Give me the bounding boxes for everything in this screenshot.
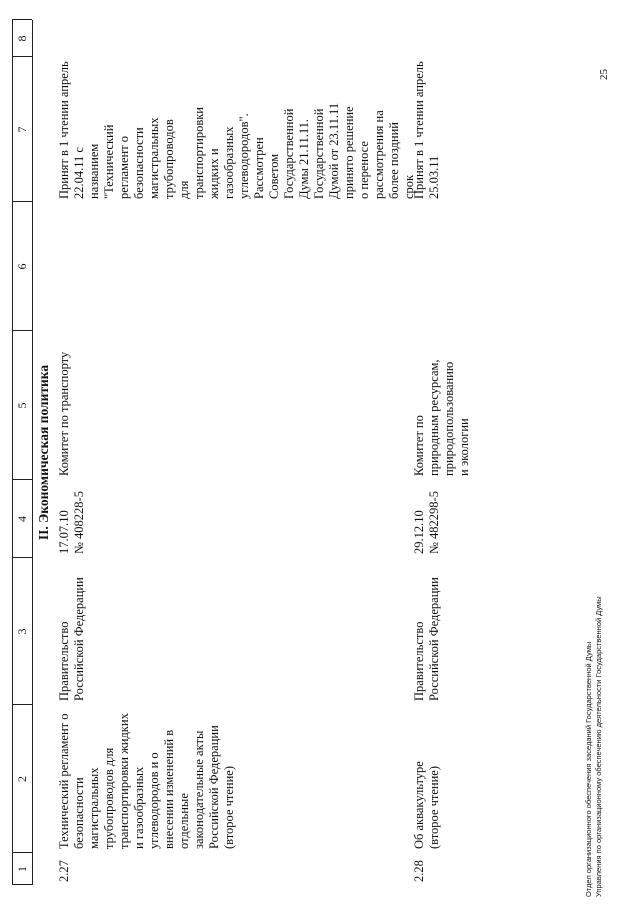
row-2-27-number: 2.27 bbox=[57, 860, 71, 882]
header-col-4: 4 bbox=[15, 516, 29, 522]
row-2-27-status: Принят в 1 чтении апрель 22.04.11 с названием "Технический регламент о безопасности магистральных трубопроводов для транспортировки жидких и газообразных углеводородов". Рассмотрен Советом Государственной Думы 21.11.11. Государственной Думой от 23.11.11 принято решение о переносе рассмотрения на более поздний срок bbox=[57, 61, 416, 199]
header-bottom-border bbox=[32, 20, 33, 885]
row-2-27-committee: Комитет по транспорту bbox=[57, 351, 71, 476]
header-col-8: 8 bbox=[15, 35, 29, 42]
footer-line-2: Управления по организационному обеспечению деятельности Государственной Думы bbox=[594, 596, 603, 897]
row-2-27-registration: 17.07.10 № 408228-5 bbox=[57, 491, 86, 554]
header-col-5: 5 bbox=[15, 402, 29, 409]
header-col-1: 1 bbox=[15, 866, 29, 872]
footer-line-1: Отдел организационного обеспечения заседаний Государственной Думы bbox=[584, 641, 593, 897]
row-2-28-status: Принят в 1 чтении апрель 25.03.11 bbox=[412, 61, 441, 199]
section-title: II. Экономическая политика bbox=[36, 364, 51, 541]
row-2-27-title: Технический регламент о безопасности магистральных трубопроводов для транспортировки жидких и газообразных углеводородов и о внесении изменений в отдельные законодательные акты Российской Федерации (второе чтение) bbox=[57, 713, 236, 849]
page-number: 25 bbox=[598, 69, 610, 80]
row-2-28-committee: Комитет по природным ресурсам, природопользованию и экологии bbox=[412, 359, 471, 476]
header-col-7: 7 bbox=[15, 126, 29, 133]
row-2-28-registration: 29.12.10 № 482298-5 bbox=[412, 491, 441, 554]
header-col-6: 6 bbox=[15, 263, 29, 270]
row-2-28-number: 2.28 bbox=[412, 860, 426, 882]
row-2-27-author: Правительство Российской Федерации bbox=[57, 577, 86, 701]
row-2-28-title: Об аквакультуре (второе чтение) bbox=[412, 761, 441, 849]
header-col-3: 3 bbox=[15, 628, 29, 635]
header-col-2: 2 bbox=[15, 776, 29, 782]
row-2-28-author: Правительство Российской Федерации bbox=[412, 577, 441, 701]
